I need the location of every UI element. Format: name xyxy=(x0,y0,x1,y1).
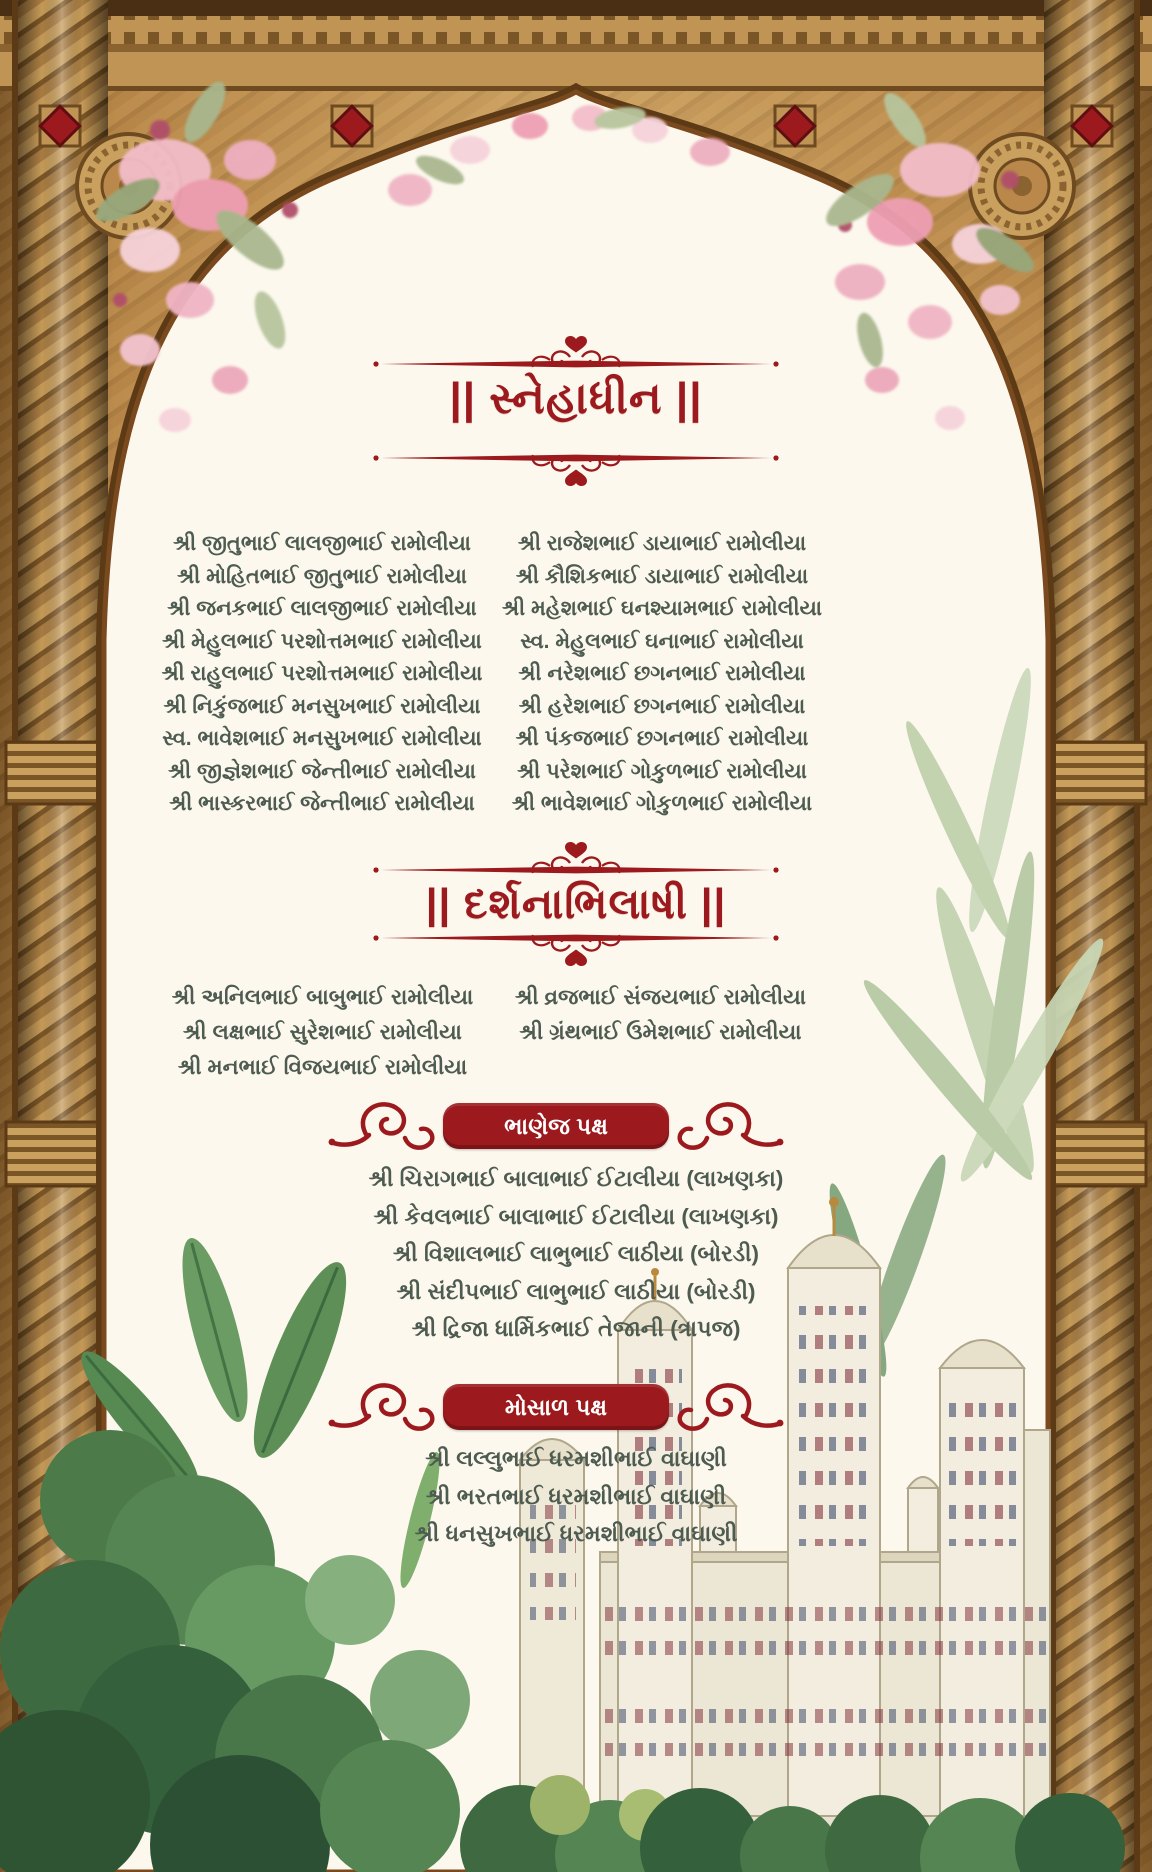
name-item: સ્વ. ભાવેશભાઈ મનસુખભાઈ રામોલીયા xyxy=(162,727,482,750)
bhanej-paksh-banner xyxy=(327,1098,785,1154)
divider-ornament-top xyxy=(366,334,786,370)
banner-flourish-left-icon xyxy=(327,1098,439,1154)
name-item: શ્રી ચિરાગભાઈ બાલાભાઈ ઈટાલીયા (લાખણકા) xyxy=(368,1166,784,1191)
name-item: શ્રી નરેશભાઈ છગનભાઈ રામોલીયા xyxy=(518,662,806,685)
section-title-snehadhin: || સ્નેહાધીન || xyxy=(449,374,703,423)
name-item: શ્રી જીતુભાઈ લાલજીભાઈ રામોલીયા xyxy=(173,532,471,555)
name-item: શ્રી લક્ષભાઈ સુરેશભાઈ રામોલીયા xyxy=(183,1020,462,1044)
name-item: શ્રી ભરતભાઈ ધરમશીભાઈ વાઘાણી xyxy=(425,1483,727,1509)
name-item: સ્વ. મેહુલભાઈ ઘનાભાઈ રામોલીયા xyxy=(520,629,804,653)
bhanej-paksh-banner-label: ભાણેજ પક્ષ xyxy=(443,1103,669,1149)
name-item: શ્રી હરેશભાઈ છગનભાઈ રામોલીયા xyxy=(518,694,806,718)
mosal-paksh-banner-label: મોસાળ પક્ષ xyxy=(443,1384,669,1430)
darshanabhilashi-right-name-list xyxy=(488,980,833,1050)
name-item: શ્રી રાજેશભાઈ ડાયાભાઈ રામોલીયા xyxy=(517,532,807,555)
banner-flourish-right-icon xyxy=(673,1098,785,1154)
section-title-darshanabhilashi: || દર્શનાભિલાષી || xyxy=(425,880,727,927)
name-item: શ્રી જનકભાઈ લાલજીભાઈ રામોલીયા xyxy=(167,597,477,620)
divider-ornament-bottom xyxy=(366,452,786,488)
name-item: શ્રી મેહુલભાઈ પરશોત્તમભાઈ રામોલીયા xyxy=(162,629,482,653)
banner-flourish-left-icon xyxy=(327,1379,439,1435)
name-item: શ્રી સંદીપભાઈ લાભુભાઈ લાઠીયા (બોરડી) xyxy=(396,1278,756,1304)
name-item: શ્રી અનિલભાઈ બાબુભાઈ રામોલીયા xyxy=(171,985,474,1009)
name-item: શ્રી ગ્રંથભાઈ ઉમેશભાઈ રામોલીયા xyxy=(519,1020,802,1044)
name-item: શ્રી નિકુંજભાઈ મનસુખભાઈ રામોલીયા xyxy=(163,694,481,718)
name-item: શ્રી ભાવેશભાઈ ગોકુળભાઈ રામોલીયા xyxy=(511,792,813,815)
name-item: શ્રી રાહુલભાઈ પરશોત્તમભાઈ રામોલીયા xyxy=(161,662,483,685)
name-item: શ્રી જીજ્ઞેશભાઈ જેન્તીભાઈ રામોલીયા xyxy=(168,759,476,783)
name-item: શ્રી વ્રજભાઈ સંજયભાઈ રામોલીયા xyxy=(514,985,807,1009)
name-item: શ્રી વિશાલભાઈ લાભુભાઈ લાઠીયા (બોરડી) xyxy=(392,1241,760,1266)
name-item: શ્રી કૌશિકભાઈ ડાયાભાઈ રામોલીયા xyxy=(515,564,809,588)
divider-ornament-bottom xyxy=(366,932,786,968)
name-item: શ્રી મનભાઈ વિજયભાઈ રામોલીયા xyxy=(177,1055,468,1079)
name-item: શ્રી ભાસ્કરભાઈ જેન્તીભાઈ રામોલીયા xyxy=(169,792,475,815)
bhanej-paksh-name-list xyxy=(136,1160,1016,1348)
name-item: શ્રી ધનસુખભાઈ ધરમશીભાઈ વાઘાણી xyxy=(414,1521,738,1546)
snehadhin-left-name-list xyxy=(148,528,496,821)
divider-ornament-top xyxy=(366,840,786,876)
name-item: શ્રી પંકજભાઈ છગનભાઈ રામોલીયા xyxy=(515,727,809,750)
name-item: શ્રી મહેશભાઈ ઘનશ્યામભાઈ રામોલીયા xyxy=(502,597,822,620)
darshanabhilashi-left-name-list xyxy=(150,980,495,1085)
name-item: શ્રી કેવલભાઈ બાલાભાઈ ઈટાલીયા (લાખણકા) xyxy=(373,1203,779,1229)
snehadhin-right-name-list xyxy=(486,528,838,821)
name-item: શ્રી લલ્લુભાઈ ધરમશીભાઈ વાઘાણી xyxy=(425,1446,727,1471)
name-item: શ્રી મોહિતભાઈ જીતુભાઈ રામોલીયા xyxy=(177,564,467,588)
name-item: શ્રી પરેશભાઈ ગોકુળભાઈ રામોલીયા xyxy=(517,759,807,783)
name-item: શ્રી દ્રિજા ધાર્મિકભાઈ તેજાની (ત્રાપજ) xyxy=(411,1316,741,1341)
mosal-paksh-banner xyxy=(327,1379,785,1435)
mosal-paksh-name-list xyxy=(136,1440,1016,1553)
banner-flourish-right-icon xyxy=(673,1379,785,1435)
